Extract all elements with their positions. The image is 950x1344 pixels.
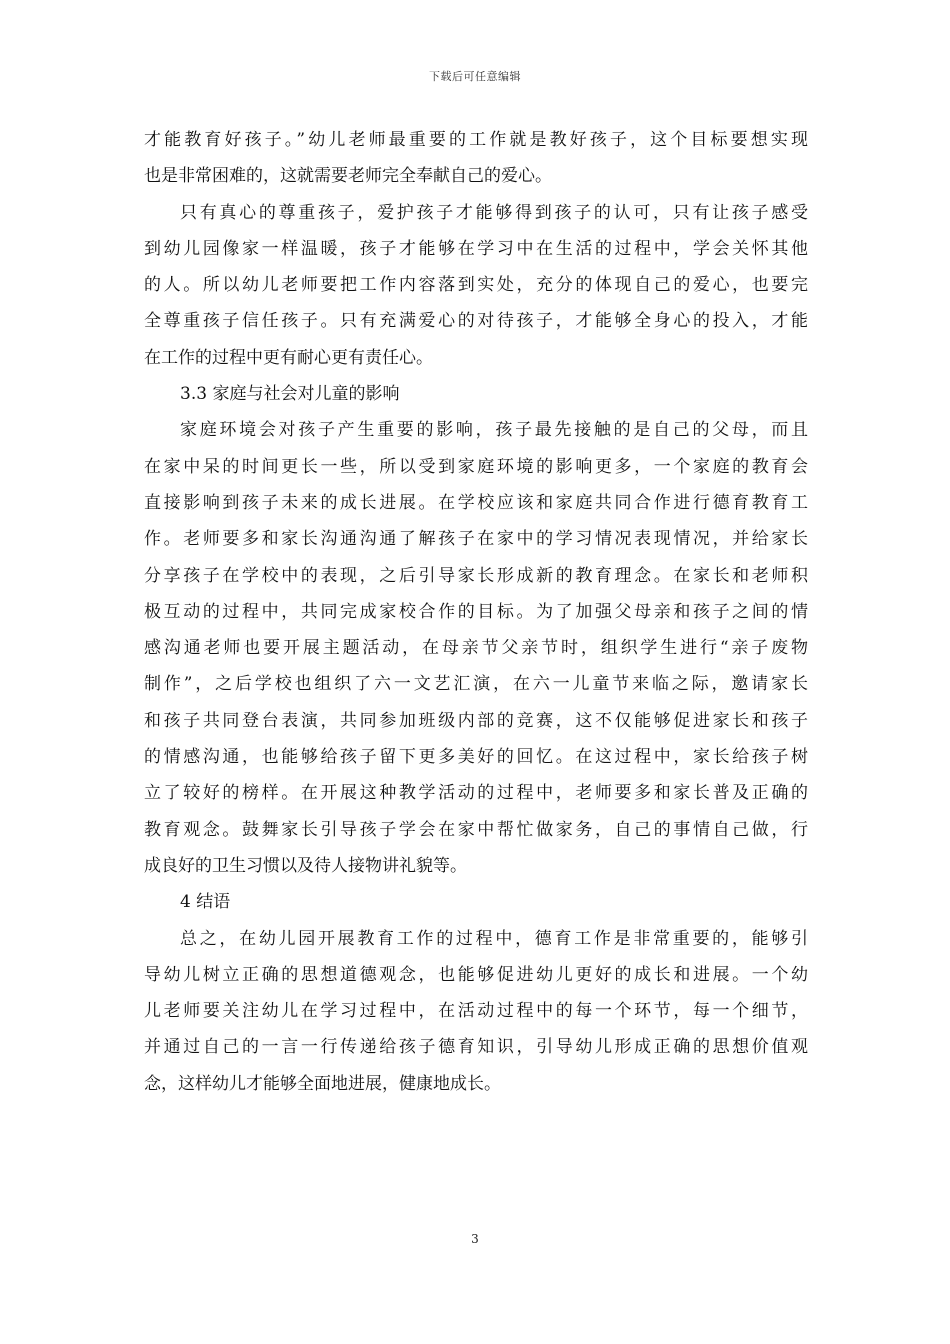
- text-line: 家庭环境会对孩子产生重要的影响，孩子最先接触的是自己的父母，而且: [180, 420, 808, 441]
- text-line: 到幼儿园像家一样温暖，孩子才能够在学习中在生活的过程中，学会关怀其他: [144, 238, 808, 259]
- text-line: 教育观念。鼓舞家长引导孩子学会在家中帮忙做家务，自己的事情自己做，行: [144, 819, 808, 840]
- text-line: 3.3 家庭与社会对儿童的影响: [180, 384, 400, 405]
- text-line: 总之，在幼儿园开展教育工作的过程中，德育工作是非常重要的，能够引: [180, 928, 808, 949]
- text-line: 和孩子共同登台表演，共同参加班级内部的竞赛，这不仅能够促进家长和孩子: [144, 710, 808, 731]
- text-line: 作。老师要多和家长沟通沟通了解孩子在家中的学习情况表现情况，并给家长: [144, 529, 808, 550]
- text-line: 并通过自己的一言一行传递给孩子德育知识，引导幼儿形成正确的思想价值观: [144, 1037, 808, 1058]
- text-line: 导幼儿树立正确的思想道德观念，也能够促进幼儿更好的成长和进展。一个幼: [144, 964, 808, 985]
- text-line: 制作”，之后学校也组织了六一文艺汇演，在六一儿童节来临之际，邀请家长: [144, 674, 808, 695]
- text-line: 只有真心的尊重孩子，爱护孩子才能够得到孩子的认可，只有让孩子感受: [180, 202, 808, 223]
- text-line: 全尊重孩子信任孩子。只有充满爱心的对待孩子，才能够全身心的投入，才能: [144, 311, 808, 332]
- text-line: 直接影响到孩子未来的成长进展。在学校应该和家庭共同合作进行德育教育工: [144, 492, 808, 513]
- text-line: 立了较好的榜样。在开展这种教学活动的过程中，老师要多和家长普及正确的: [144, 783, 808, 804]
- text-line: 儿老师要关注幼儿在学习过程中，在活动过程中的每一个环节，每一个细节，: [144, 1001, 808, 1022]
- text-line: 才能教育好孩子。”幼儿老师最重要的工作就是教好孩子，这个目标要想实现: [144, 130, 808, 150]
- text-line: 念，这样幼儿才能够全面地进展，健康地成长。: [144, 1073, 501, 1094]
- text-line: 感沟通老师也要开展主题活动，在母亲节父亲节时，组织学生进行“亲子废物: [144, 638, 808, 659]
- text-line: 在家中呆的时间更长一些，所以受到家庭环境的影响更多，一个家庭的教育会: [144, 456, 808, 477]
- text-line: 成良好的卫生习惯以及待人接物讲礼貌等。: [144, 855, 467, 876]
- text-line: 4 结语: [180, 892, 231, 913]
- text-line: 分享孩子在学校中的表现，之后引导家长形成新的教育理念。在家长和老师积: [144, 565, 808, 586]
- page-number: 3: [471, 1232, 479, 1246]
- text-line: 也是非常困难的，这就需要老师完全奉献自己的爱心。: [144, 166, 552, 187]
- text-line: 在工作的过程中更有耐心更有责任心。: [144, 347, 433, 368]
- text-line: 的人。所以幼儿老师要把工作内容落到实处，充分的体现自己的爱心，也要完: [144, 275, 808, 296]
- document-body: [144, 122, 808, 1102]
- text-line: 的情感沟通，也能够给孩子留下更多美好的回忆。在这过程中，家长给孩子树: [144, 747, 808, 768]
- text-line: 极互动的过程中，共同完成家校合作的目标。为了加强父母亲和孩子之间的情: [144, 601, 808, 622]
- page-header: 下载后可任意编辑: [429, 70, 521, 83]
